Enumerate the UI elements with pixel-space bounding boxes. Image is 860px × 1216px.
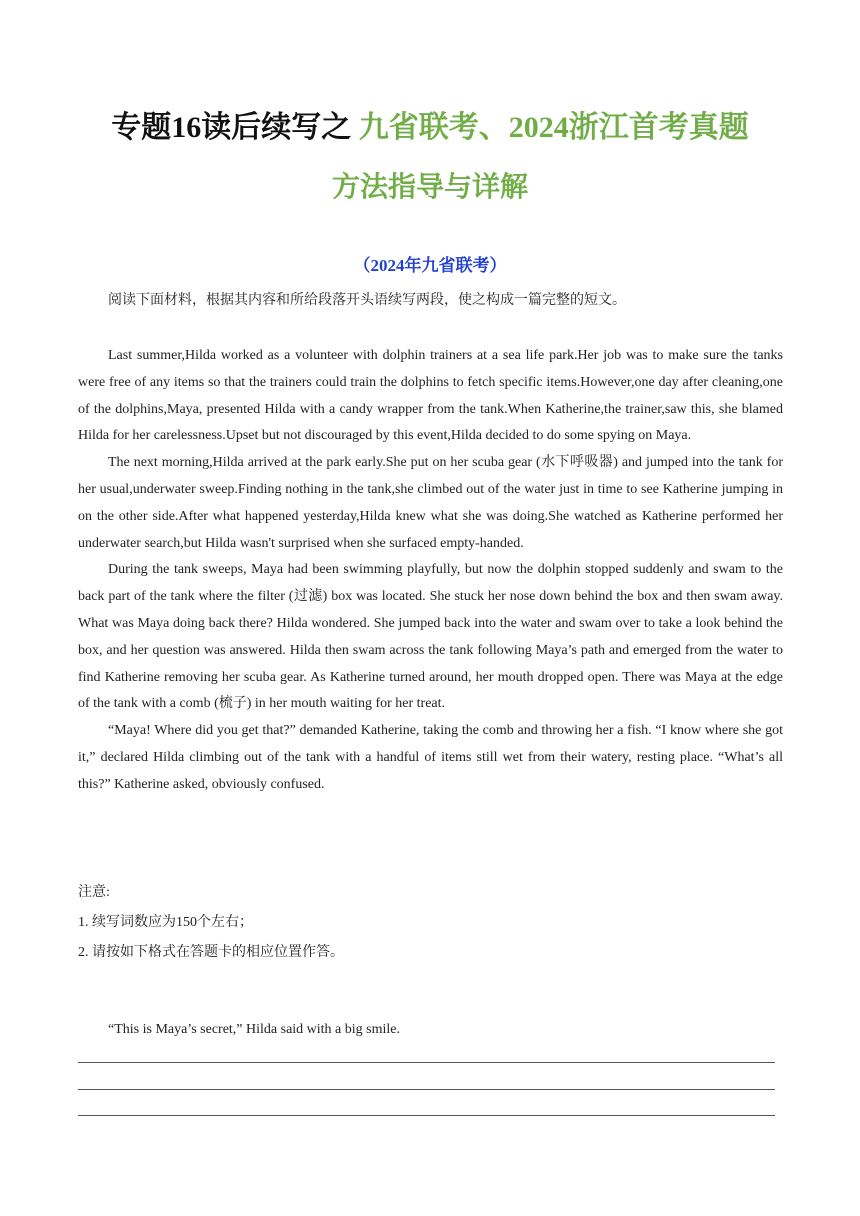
- answer-line: [78, 1115, 775, 1116]
- story-paragraph: “Maya! Where did you get that?” demanded Katherine, taking the comb and throwing her a fish. “I know where she got it,” declared Hilda climbing out of the tank with a handful of items still wet from their watery, resting place. “What’s all this?” Katherine asked, obviously confused.: [78, 723, 783, 792]
- story-paragraph: During the tank sweeps, Maya had been swimming playfully, but now the dolphin stopped suddenly and swam to the back part of the tank where the filter (过滤) box was located. She stuck her nose down behind the box and then swam away. What was Maya doing back there? Hilda wondered. She jumped back into the water and swam over to take a look behind the box, and her question was answered. Hilda then swam across the tank following Maya’s path and emerged from the water to find Katherine removing her scuba gear. As Katherine turned around, her mouth dropped open. There was Maya at the edge of the tank with a comb (梳子) in her mouth waiting for her treat.: [78, 562, 783, 712]
- title-highlight: 九省联考、2024浙江首考真题: [358, 111, 749, 144]
- paragraph-starter: “This is Maya’s secret,” Hilda said with a big smile.: [108, 1022, 400, 1037]
- story-text: [78, 343, 783, 799]
- answer-line: [78, 1089, 775, 1090]
- story-paragraph: The next morning,Hilda arrived at the park early.She put on her scuba gear (水下呼吸器) and jumped into the tank for her usual,underwater sweep.Finding nothing in the tank,she climbed out of the water just in time to see Katherine jumping in on the other side.After what happened yesterday,Hilda knew what she was doing.She watched as Katherine performed her underwater search,but Hilda wasn't surprised when she surfaced empty-handed.: [78, 455, 783, 551]
- answer-line: [78, 1062, 775, 1063]
- document-title: [0, 108, 860, 148]
- notes-section: [78, 878, 344, 968]
- notes-heading: 注意:: [78, 885, 110, 900]
- section-subtitle: （2024年九省联考）: [353, 256, 507, 275]
- story-paragraph: Last summer,Hilda worked as a volunteer with dolphin trainers at a sea life park.Her job was to make sure the tanks were free of any items so that the trainers could train the dolphins to fetch specific items.However,one day after cleaning,one of the dolphins,Maya, presented Hilda with a candy wrapper from the tank.When Katherine,the trainer,saw this, she blamed Hilda for her carelessness.Upset but not discouraged by this event,Hilda decided to do some spying on Maya.: [78, 348, 783, 444]
- title-line-two: 方法指导与详解: [331, 172, 528, 203]
- title-prefix: 专题16读后续写之: [111, 111, 352, 144]
- note-item: 1. 续写词数应为150个左右；: [78, 915, 253, 930]
- task-instruction: 阅读下面材料，根据其内容和所给段落开头语续写两段，使之构成一篇完整的短文。: [108, 293, 626, 308]
- note-item: 2. 请按如下格式在答题卡的相应位置作答。: [78, 945, 344, 960]
